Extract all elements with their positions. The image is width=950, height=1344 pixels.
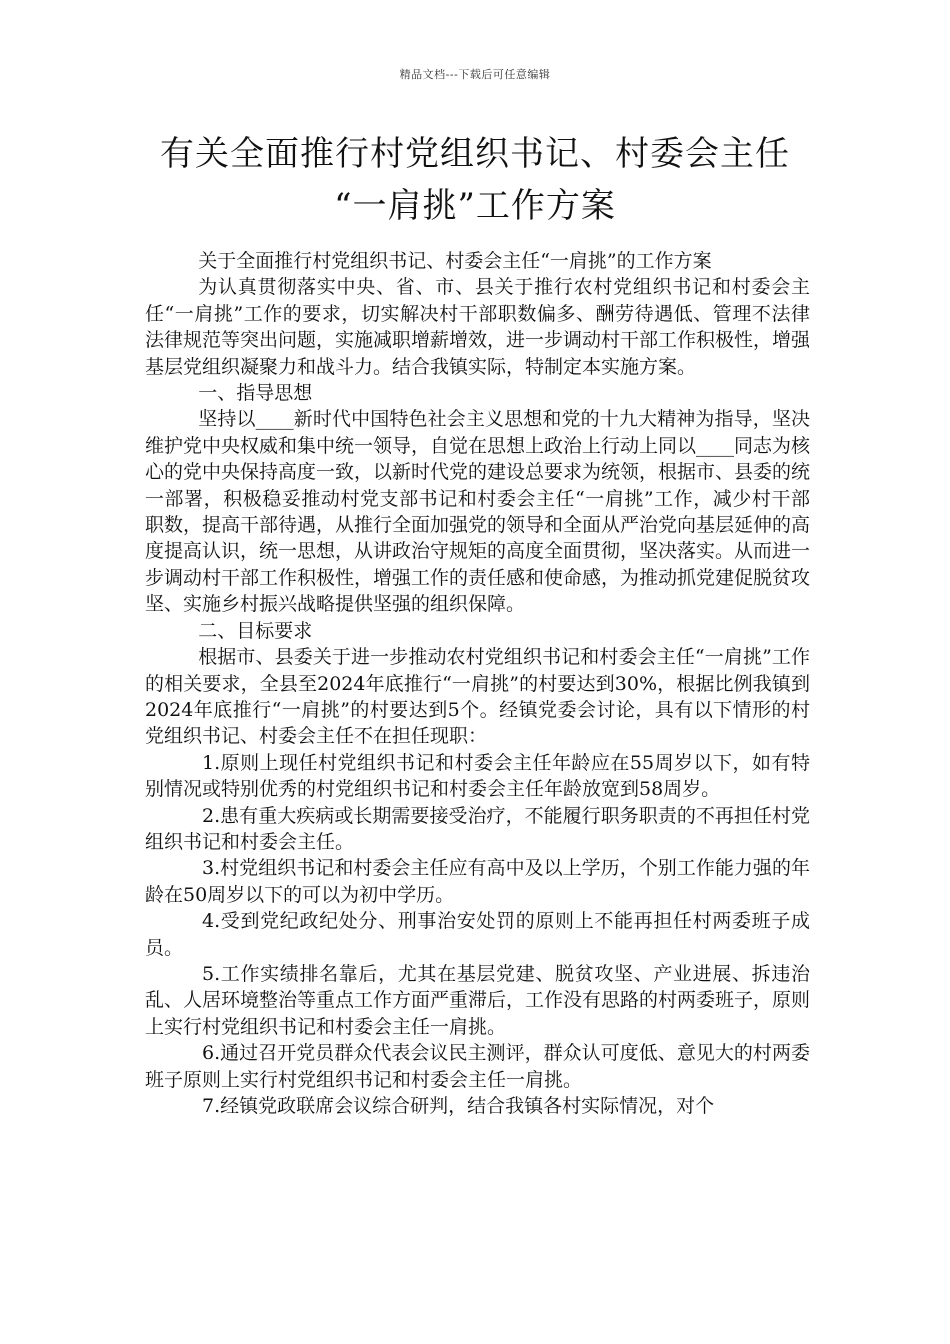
targets-paragraph: 根据市、县委关于进一步推动农村党组织书记和村委会主任“一肩挑”工作的相关要求，全县至2024年底推行“一肩挑”的村要达到30%，根据比例我镇到2024年底推行“一肩挑”的村要达到5个。经镇党委会讨论，具有以下情形的村党组织书记、村委会主任不在担任现职： [145, 646, 810, 748]
list-item-5: 5.工作实绩排名靠后，尤其在基层党建、脱贫攻坚、产业进展、拆违治乱、人居环境整治等重点工作方面严重滞后，工作没有思路的村两委班子，原则上实行村党组织书记和村委会主任一肩挑。 [145, 962, 811, 1038]
list-item-4: 4.受到党纪政纪处分、刑事治安处罚的原则上不能再担任村两委班子成员。 [145, 910, 810, 959]
list-item-7: 7.经镇党政联席会议综合研判，结合我镇各村实际情况，对个 [202, 1095, 715, 1117]
list-item-3: 3.村党组织书记和村委会主任应有高中及以上学历，个别工作能力强的年龄在50周岁以下的可以为初中学历。 [145, 857, 810, 906]
list-item-1: 1.原则上现任村党组织书记和村委会主任年龄应在55周岁以下，如有特别情况或特别优秀的村党组织书记和村委会主任年龄放宽到58周岁。 [145, 751, 810, 801]
document-body [145, 248, 810, 1119]
document-title-line-1: 有关全面推行村党组织书记、村委会主任 [160, 134, 790, 174]
intro-paragraph: 关于全面推行村党组织书记、村委会主任“一肩挑”的工作方案 [198, 250, 712, 272]
section-heading-guiding-ideology: 一、指导思想 [198, 382, 313, 405]
header-note: 精品文档---下载后可任意编辑 [399, 68, 551, 81]
purpose-paragraph: 为认真贯彻落实中央、省、市、县关于推行农村党组织书记和村委会主任“一肩挑”工作的要求，切实解决村干部职数偏多、酬劳待遇低、管理不法律法律规范等突出问题，实施减职增薪增效，进一步调动村干部工作积极性，增强基层党组织凝聚力和战斗力。结合我镇实际，特制定本实施方案。 [145, 276, 811, 378]
document-title [120, 128, 830, 232]
list-item-6: 6.通过召开党员群众代表会议民主测评，群众认可度低、意见大的村两委班子原则上实行村党组织书记和村委会主任一肩挑。 [145, 1042, 810, 1091]
section-heading-targets: 二、目标要求 [198, 619, 313, 642]
list-item-2: 2.患有重大疾病或长期需要接受治疗，不能履行职务职责的不再担任村党组织书记和村委会主任。 [145, 804, 810, 853]
guiding-ideology-paragraph: 坚持以____新时代中国特色社会主义思想和党的十九大精神为指导，坚决维护党中央权威和集中统一领导，自觉在思想上政治上行动上同以____同志为核心的党中央保持高度一致，以新时代党的建设总要求为统领，根据市、县委的统一部署，积极稳妥推动村党支部书记和村委会主任“一肩挑”工作，减少村干部职数，提高干部待遇，从推行全面加强党的领导和全面从严治党向基层延伸的高度提高认识，统一思想，从讲政治守规矩的高度全面贯彻，坚决落实。从而进一步调动村干部工作积极性，增强工作的责任感和使命感，为推动抓党建促脱贫攻坚、实施乡村振兴战略提供坚强的组织保障。 [145, 408, 811, 616]
document-title-line-2: “一肩挑”工作方案 [334, 186, 616, 226]
